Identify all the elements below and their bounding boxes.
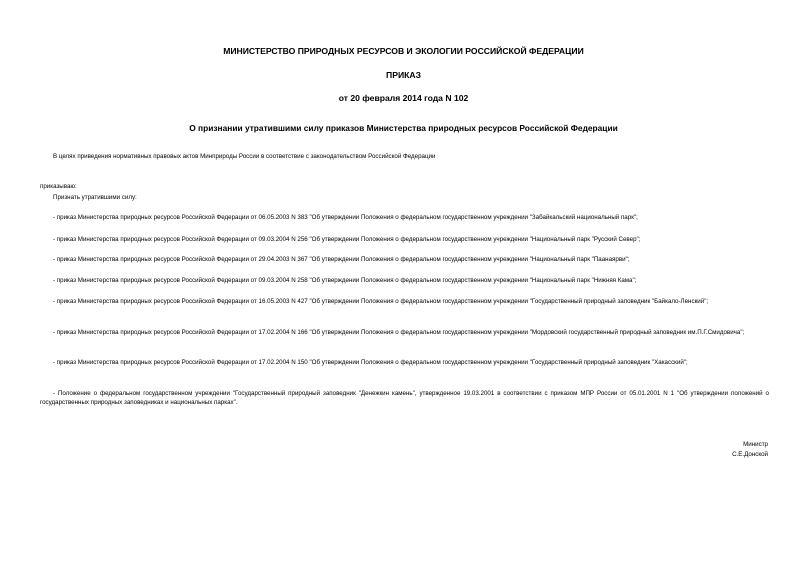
list-item-5: - приказ Министерства природных ресурсов Российской Федерации от 16.05.2003 N 427 "Об утверждении Положения о федеральном государственном учреждении "Государственный природный заповедник "Байкало-Ленский"; <box>53 298 709 305</box>
list-item-2: - приказ Министерства природных ресурсов Российской Федерации от 09.03.2004 N 256 "Об утверждении Положения о федеральном государственном учреждении "Национальный парк "Русский Север"; <box>53 236 641 243</box>
signature-name: С.Е.Донской <box>732 451 768 458</box>
list-item-6: - приказ Министерства природных ресурсов Российской Федерации от 17.02.2004 N 166 "Об утверждении Положения о федеральном государственном учреждении "Мордовский государственный природный заповедник им.П.Г.Смидовича"; <box>53 329 745 336</box>
list-item-4: - приказ Министерства природных ресурсов Российской Федерации от 09.03.2004 N 258 "Об утверждении Положения о федеральном государственном учреждении "Национальный парк "Нижняя Кама"; <box>53 277 637 284</box>
preamble-text: В целях приведения нормативных правовых актов Минприроды России в соответствие с законодательством Российской Федерации <box>53 153 436 160</box>
recognize-text: Признать утратившими силу: <box>53 194 137 201</box>
ministry-heading: МИНИСТЕРСТВО ПРИРОДНЫХ РЕСУРСОВ И ЭКОЛОГИИ РОССИЙСКОЙ ФЕДЕРАЦИИ <box>223 46 584 56</box>
order-word: приказываю: <box>40 183 77 190</box>
list-item-3: - приказ Министерства природных ресурсов Российской Федерации от 29.04.2003 N 367 "Об утверждении Положения о федеральном государственном учреждении "Национальный парк "Паанаярви"; <box>53 256 630 263</box>
list-item-7: - приказ Министерства природных ресурсов Российской Федерации от 17.02.2004 N 150 "Об утверждении Положения о федеральном государственном учреждении "Государственный природный заповедник "Хакасский"; <box>53 359 688 366</box>
list-item-8: - Положение о федеральном государственном учреждении "Государственный природный заповедник "Денежкин камень", утвержденное 19.03.2001 в соответствии с приказом МПР России от 05.01.2001 N 1 "Об утверждении положений о государственных природных заповедниках и национальных парках". <box>40 390 769 406</box>
list-item-1: - приказ Министерства природных ресурсов Российской Федерации от 06.05.2003 N 383 "Об утверждении Положения о федеральном государственном учреждении "Забайкальский национальный парк"; <box>53 214 638 221</box>
document-title: О признании утратившими силу приказов Министерства природных ресурсов Российской Федерации <box>189 123 618 133</box>
date-number-heading: от 20 февраля 2014 года N 102 <box>338 93 469 103</box>
signature-position: Министр <box>743 441 768 448</box>
doc-type-heading: ПРИКАЗ <box>386 70 421 80</box>
